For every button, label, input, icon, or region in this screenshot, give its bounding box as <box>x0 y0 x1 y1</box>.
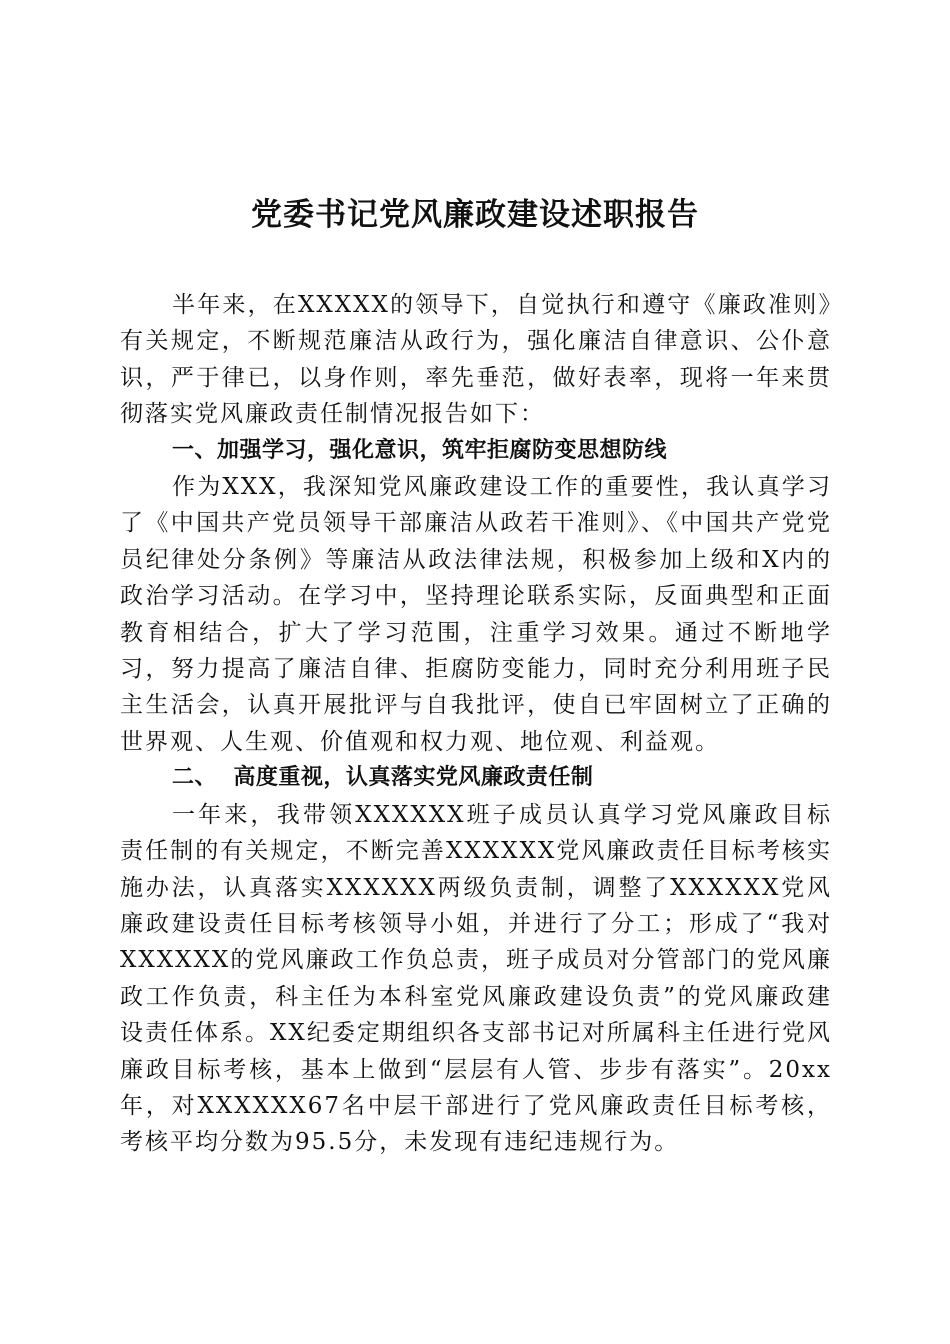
section-2-paragraph: 一年来，我带领XXXXXX班子成员认真学习党风廉政目标责任制的有关规定，不断完善XXXXXX党风廉政责任目标考核实施办法，认真落实XXXXXX两级负责制，调整了XXXXXX党风廉政建设责任目标考核领导小姐，并进行了分工；形成了“我对XXXXXX的党风廉政工作负总责，班子成员对分管部门的党风廉政工作负责，科主任为本科室党风廉政建设负责”的党风廉政建设责任体系。XX纪委定期组织各支部书记对所属科主任进行党风廉政目标考核，基本上做到“层层有人管、步步有落实”。20xx年，对XXXXXX67名中层干部进行了党风廉政责任目标考核，考核平均分数为95.5分，未发现有违纪违规行为。 <box>120 801 832 1156</box>
document-title: 党委书记党风廉政建设述职报告 <box>251 197 699 233</box>
section-2-heading: 二、 高度重视，认真落实党风廉政责任制 <box>172 765 594 791</box>
intro-paragraph: 半年来，在XXXXX的领导下，自觉执行和遵守《廉政准则》有关规定，不断规范廉洁从政行为，强化廉洁自律意识、公仆意识，严于律已，以身作则，率先垂范，做好表率，现将一年来贯彻落实党风廉政责任制情况报告如下： <box>120 292 832 428</box>
section-1-paragraph: 作为XXX，我深知党风廉政建设工作的重要性，我认真学习了《中国共产党员领导干部廉洁从政若干准则》、《中国共产党党员纪律处分条例》等廉洁从政法律法规，积极参加上级和X内的政治学习活动。在学习中，坚持理论联系实际，反面典型和正面教育相结合，扩大了学习范围，注重学习效果。通过不断地学习，努力提高了廉洁自律、拒腐防变能力，同时充分利用班子民主生活会，认真开展批评与自我批评，使自已牢固树立了正确的世界观、人生观、价值观和权力观、地位观、利益观。 <box>120 474 832 755</box>
section-1-heading: 一、加强学习，强化意识，筑牢拒腐防变思想防线 <box>172 437 668 463</box>
document-body <box>120 287 832 1161</box>
